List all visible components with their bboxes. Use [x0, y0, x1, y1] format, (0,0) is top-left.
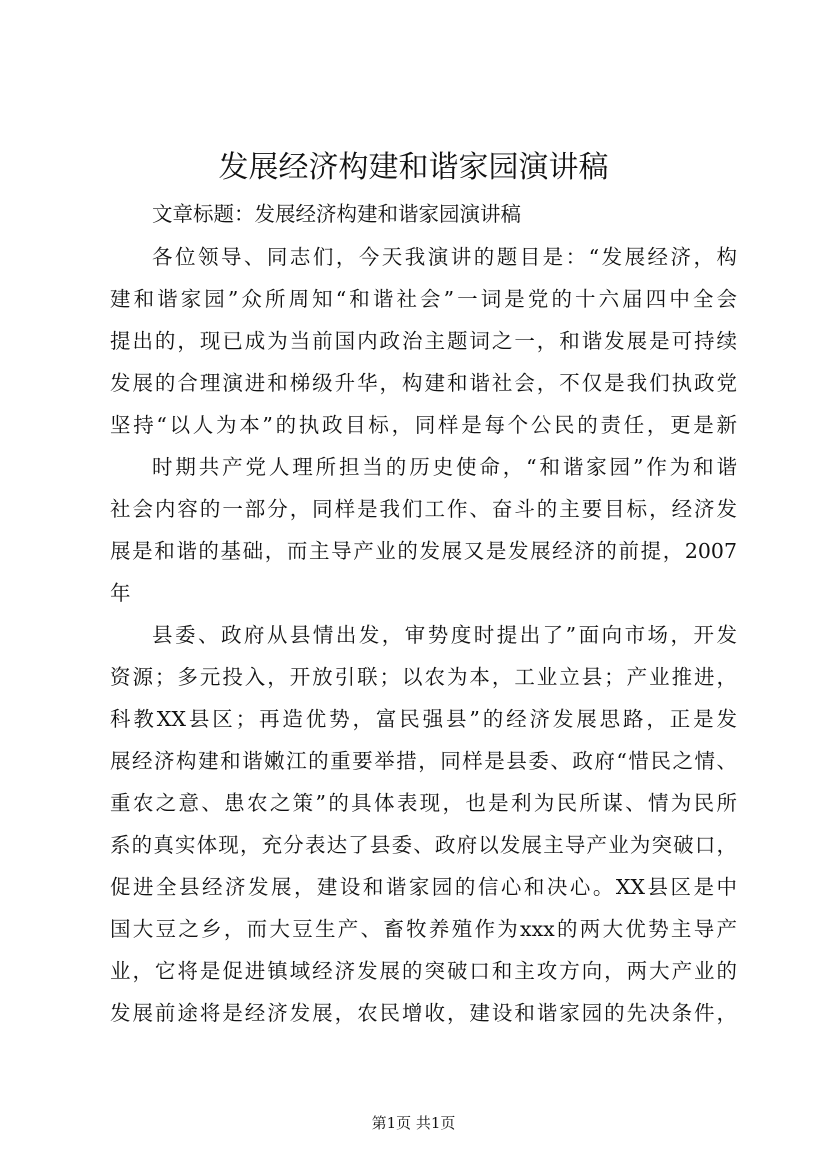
body-line: 各位领导、同志们，今天我演讲的题目是：“发展经济，构 [152, 245, 737, 269]
document-title: 发展经济构建和谐家园演讲稿 [218, 150, 609, 185]
body-line: 促进全县经济发展，建设和谐家园的信心和决心。XX县区是中 [110, 875, 737, 899]
body-line: 展经济构建和谐嫩江的重要举措，同样是县委、政府“惜民之情、 [110, 749, 737, 773]
body-line: 年 [110, 581, 131, 605]
body-line: 坚持“以人为本”的执政目标，同样是每个公民的责任，更是新 [110, 413, 737, 437]
body-line: 业，它将是促进镇域经济发展的突破口和主攻方向，两大产业的 [110, 959, 737, 983]
body-line: 科教XX县区；再造优势，富民强县”的经济发展思路，正是发 [110, 707, 737, 731]
body-line: 发展前途将是经济发展，农民增收，建设和谐家园的先决条件， [110, 1001, 737, 1025]
body-line: 时期共产党人理所担当的历史使命，“和谐家园”作为和谐 [152, 455, 737, 479]
body-line: 系的真实体现，充分表达了县委、政府以发展主导产业为突破口， [110, 833, 737, 857]
body-line: 展是和谐的基础，而主导产业的发展又是发展经济的前提，2007 [110, 539, 737, 563]
body-line: 提出的，现已成为当前国内政治主题词之一，和谐发展是可持续 [110, 329, 737, 353]
article-title-line: 文章标题：发展经济构建和谐家园演讲稿 [152, 202, 521, 226]
page-number-footer: 第1页 共1页 [371, 1114, 456, 1132]
body-line: 国大豆之乡，而大豆生产、畜牧养殖作为xxx的两大优势主导产 [110, 917, 737, 941]
body-line: 资源；多元投入，开放引联；以农为本，工业立县；产业推进， [110, 665, 737, 689]
body-line: 发展的合理演进和梯级升华，构建和谐社会，不仅是我们执政党 [110, 371, 737, 395]
body-line: 重农之意、患农之策”的具体表现，也是利为民所谋、情为民所 [110, 791, 737, 815]
body-line: 社会内容的一部分，同样是我们工作、奋斗的主要目标，经济发 [110, 497, 737, 521]
body-line: 县委、政府从县情出发，审势度时提出了”面向市场，开发 [152, 623, 737, 647]
body-line: 建和谐家园”众所周知“和谐社会”一词是党的十六届四中全会 [110, 287, 737, 311]
